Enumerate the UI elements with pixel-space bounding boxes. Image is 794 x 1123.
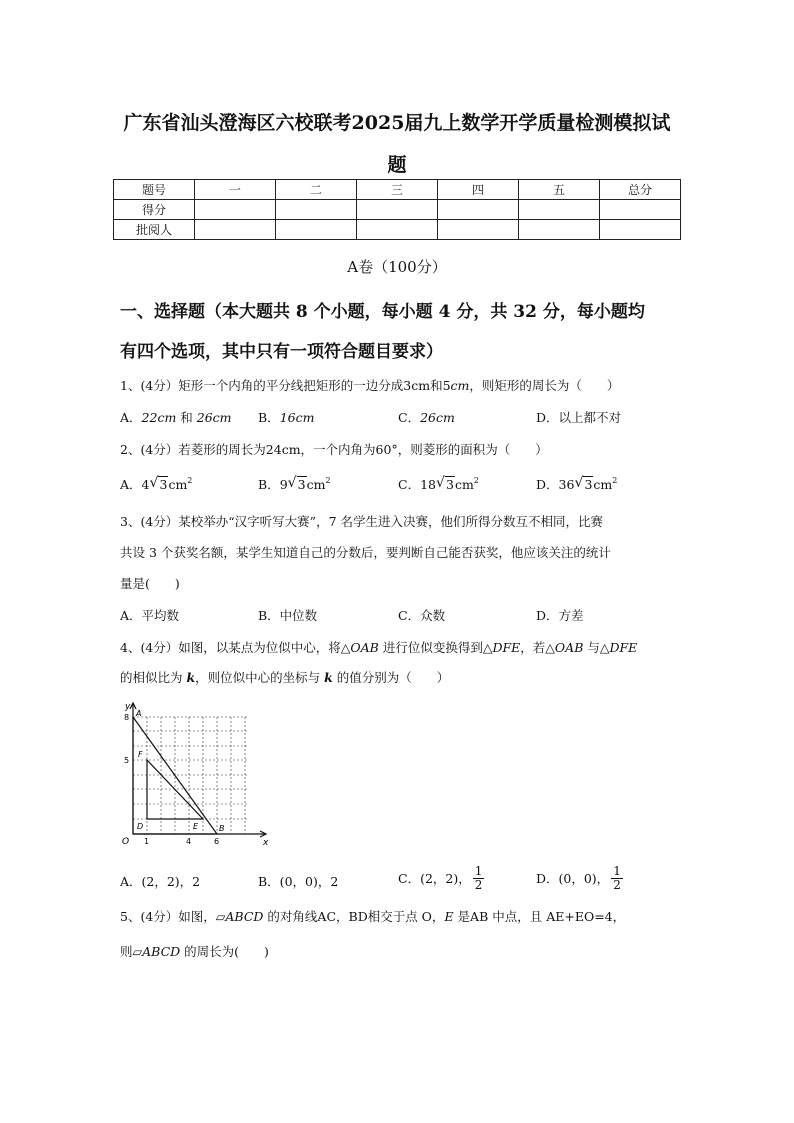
q5-text: 的对角线AC，BD相交于点 O， — [263, 909, 445, 924]
option-unit: cm — [593, 477, 613, 492]
score-cell[interactable] — [519, 200, 600, 220]
q4-text: 与△ — [583, 640, 610, 655]
score-cell[interactable] — [357, 200, 438, 220]
tick-x4: 4 — [186, 837, 192, 846]
point-e-label: E — [193, 822, 199, 831]
option-unit: cm — [435, 410, 455, 425]
q3-option-d[interactable]: D．方差 — [536, 608, 584, 623]
q3-option-a[interactable]: A．平均数 — [120, 608, 180, 623]
sqrt-symbol: √ 3 — [149, 475, 168, 492]
axes — [130, 703, 266, 837]
option-label: B． — [258, 410, 280, 425]
q4-option-b[interactable]: B．(0，0)，2 — [258, 874, 339, 889]
question-5-line2 — [120, 942, 269, 960]
q4-math: k — [186, 670, 196, 685]
header-cell: 二 — [276, 180, 357, 200]
exponent: 2 — [473, 476, 479, 485]
reviewer-cell[interactable] — [438, 220, 519, 240]
question-4-line2 — [120, 668, 449, 686]
option-unit: cm — [212, 410, 232, 425]
q1-stem-text: 1、(4分）矩形一个内角的平分线把矩形的一边分成3cm和5 — [120, 378, 451, 393]
reviewer-row — [114, 220, 681, 240]
option-unit: cm — [168, 477, 188, 492]
score-cell[interactable] — [600, 200, 681, 220]
header-cell: 四 — [438, 180, 519, 200]
row-label: 得分 — [114, 200, 195, 220]
score-table — [113, 179, 681, 240]
option-value: 16 — [279, 410, 296, 425]
radicand: 3 — [445, 477, 454, 492]
score-cell[interactable] — [276, 200, 357, 220]
reviewer-cell[interactable] — [519, 220, 600, 240]
question-2-stem: 2、(4分）若菱形的周长为24cm，一个内角为60°，则菱形的面积为（ ） — [120, 442, 548, 457]
q1-option-a[interactable] — [120, 408, 232, 426]
fraction — [611, 865, 623, 892]
numerator: 1 — [474, 863, 483, 878]
q2-option-a[interactable] — [120, 475, 192, 493]
option-unit: cm — [157, 410, 177, 425]
q4-text: 的值分别为（ ） — [332, 670, 450, 685]
question-3-line1: 3、(4分）某校举办“汉字听写大赛”，7 名学生进入决赛，他们所得分数互不相同，比赛 — [120, 514, 603, 529]
q1-option-c[interactable] — [398, 408, 455, 426]
tick-x6: 6 — [214, 837, 220, 846]
option-text: 和 — [176, 410, 197, 425]
q4-option-a[interactable]: A．(2，2)，2 — [120, 874, 201, 889]
header-cell: 五 — [519, 180, 600, 200]
y-axis-label: y — [125, 702, 131, 712]
score-cell[interactable] — [195, 200, 276, 220]
doc-title-line1: 广东省汕头澄海区六校联考2025届九上数学开学质量检测模拟试 — [123, 112, 671, 134]
q4-text: 进行位似变换得到△ — [378, 640, 493, 655]
q1-stem-unit: cm — [450, 378, 470, 393]
origin-label: O — [122, 837, 130, 847]
question-3-line2: 共设 3 个获奖名额，某学生知道自己的分数后，要判断自己能否获奖，他应该关注的统计 — [120, 545, 611, 560]
question-1-stem — [120, 376, 619, 394]
question-4-line1 — [120, 638, 637, 656]
point-b-label: B — [219, 824, 225, 833]
part1-heading-line2: 有四个选项，其中只有一项符合题目要求） — [120, 342, 443, 362]
option-unit: cm — [295, 410, 315, 425]
q4-math: DFE — [492, 640, 521, 655]
option-text: D．(0，0)， — [536, 871, 610, 886]
option-coefficient: 4 — [141, 477, 150, 492]
question-3-line3: 量是( ) — [120, 576, 180, 591]
q2-option-b[interactable] — [258, 475, 331, 493]
q4-math: OAB — [350, 640, 379, 655]
q1-option-d[interactable]: D．以上都不对 — [536, 410, 622, 425]
q4-math: k — [324, 670, 333, 685]
tick-y8: 8 — [124, 713, 130, 722]
header-cell: 题号 — [114, 180, 195, 200]
point-a-label: A — [136, 709, 142, 718]
q5-text: 则▱ — [120, 944, 143, 959]
q4-option-d[interactable] — [536, 860, 623, 896]
option-value: 26 — [420, 410, 436, 425]
q5-math: ABCD — [142, 944, 181, 959]
reviewer-cell[interactable] — [195, 220, 276, 240]
exponent: 2 — [325, 476, 331, 485]
sqrt-symbol: √ 3 — [574, 475, 593, 492]
reviewer-cell[interactable] — [600, 220, 681, 240]
sqrt-symbol: √ 3 — [287, 475, 306, 492]
score-cell[interactable] — [438, 200, 519, 220]
q4-text: 的相似比为 — [120, 670, 187, 685]
q4-math: OAB — [554, 640, 584, 655]
option-unit: cm — [306, 477, 326, 492]
q4-math: DFE — [609, 640, 638, 655]
point-f-label: F — [138, 750, 143, 759]
q5-text: 的周长为( ) — [180, 944, 269, 959]
numerator: 1 — [613, 863, 621, 878]
option-coefficient: 18 — [420, 477, 436, 492]
q4-text: ，若△ — [520, 640, 555, 655]
option-label: A． — [120, 410, 142, 425]
section-a-title: A卷（100分） — [347, 258, 447, 276]
q5-text: 5、(4分）如图，▱ — [120, 909, 226, 924]
q5-math: ABCD — [225, 909, 264, 924]
header-cell: 三 — [357, 180, 438, 200]
option-label: B． — [258, 477, 280, 492]
q1-option-b[interactable] — [258, 408, 314, 426]
question-5-line1 — [120, 907, 625, 925]
grid-lines — [133, 717, 249, 834]
q3-option-b[interactable]: B．中位数 — [258, 608, 318, 623]
denominator: 2 — [613, 877, 621, 892]
q4-option-c[interactable] — [398, 860, 484, 896]
q5-text: 是AB 中点，且 AE+EO=4， — [453, 909, 626, 924]
q4-coordinate-figure — [115, 700, 275, 850]
radicand: 3 — [297, 477, 306, 492]
q2-option-c[interactable] — [398, 475, 479, 493]
point-d-label: D — [137, 822, 144, 831]
denominator: 2 — [474, 877, 483, 892]
sqrt-symbol: √ 3 — [435, 475, 454, 492]
radicand: 3 — [159, 477, 168, 492]
header-cell: 总分 — [600, 180, 681, 200]
fraction — [473, 865, 485, 892]
row-label: 批阅人 — [114, 220, 195, 240]
q2-option-d[interactable] — [536, 475, 617, 493]
q5-math: E — [444, 909, 454, 924]
exponent: 2 — [187, 476, 193, 485]
option-label: C． — [398, 477, 421, 492]
q4-text: 4、(4分）如图，以某点为位似中心，将△ — [120, 640, 351, 655]
option-label: D． — [536, 477, 559, 492]
x-axis-label: x — [263, 838, 269, 848]
tick-y5: 5 — [124, 756, 130, 765]
part1-heading-line1: 一、选择题（本大题共 8 个小题，每小题 4 分，共 32 分，每小题均 — [120, 302, 645, 322]
option-text: C．(2，2)， — [398, 871, 471, 886]
doc-title-line2: 题 — [387, 154, 407, 176]
option-label: A． — [120, 477, 142, 492]
score-row — [114, 200, 681, 220]
tick-x1: 1 — [144, 837, 150, 846]
score-table-header-row — [114, 180, 681, 200]
q1-stem-tail: ，则矩形的周长为（ ） — [469, 378, 620, 393]
q3-option-c[interactable]: C．众数 — [398, 608, 446, 623]
option-value: 26 — [196, 410, 213, 425]
option-value: 22 — [141, 410, 158, 425]
option-coefficient: 36 — [558, 477, 575, 492]
option-unit: cm — [454, 477, 474, 492]
reviewer-cell[interactable] — [357, 220, 438, 240]
reviewer-cell[interactable] — [276, 220, 357, 240]
radicand: 3 — [584, 477, 593, 492]
option-label: C． — [398, 410, 421, 425]
q4-text: ，则位似中心的坐标与 — [195, 670, 325, 685]
option-coefficient: 9 — [279, 477, 288, 492]
header-cell: 一 — [195, 180, 276, 200]
exponent: 2 — [612, 476, 618, 485]
